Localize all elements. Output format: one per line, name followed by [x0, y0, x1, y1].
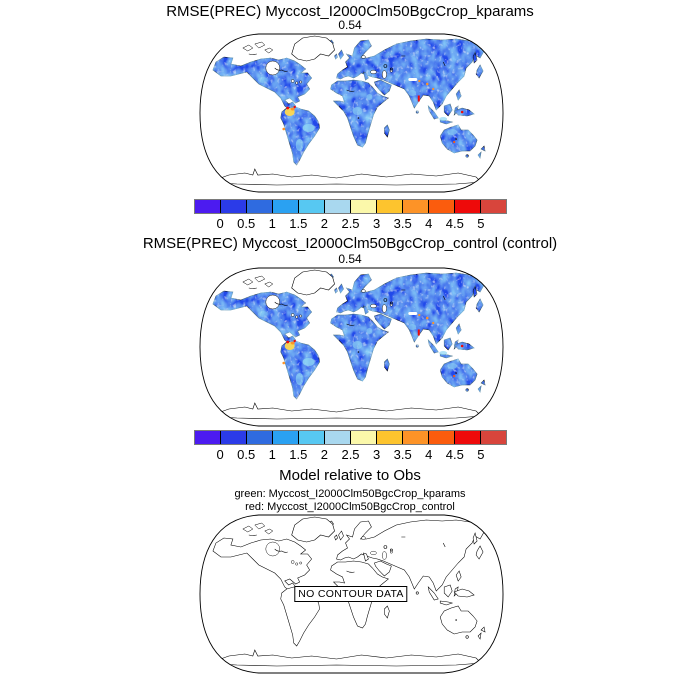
- colorbar-tick-label: 3.5: [393, 216, 412, 231]
- hotspot-red-india-coast: [418, 330, 420, 336]
- colorbar-tick-label: 4: [425, 216, 433, 231]
- colorbar-segment: [195, 200, 220, 213]
- colorbar-segment: [298, 431, 324, 444]
- borneo: [444, 104, 452, 116]
- colorbar-segment: [350, 431, 376, 444]
- britain: [339, 284, 344, 293]
- hotspot-orange-australia: [453, 141, 455, 143]
- caspian-sea: [382, 305, 386, 313]
- caspian-sea: [382, 71, 386, 79]
- colorbar-segment: [376, 200, 402, 213]
- sri-lanka: [416, 345, 418, 347]
- baltic-sea: [361, 290, 365, 293]
- colorbar-tick-label: 2: [320, 447, 329, 462]
- light-patch: [439, 351, 447, 355]
- arctic-island: [255, 276, 265, 282]
- greenland: [292, 517, 335, 542]
- colorbar-segment: [220, 200, 246, 213]
- great-lake: [291, 561, 294, 564]
- antarctica: [215, 403, 481, 419]
- sri-lanka: [416, 111, 418, 113]
- colorbar-segment: [324, 431, 350, 444]
- arctic-island: [255, 42, 265, 48]
- light-patch: [303, 358, 315, 366]
- arctic-island: [243, 279, 253, 285]
- baltic-sea: [361, 537, 365, 540]
- colorbar-tick-label: 4.5: [445, 447, 464, 462]
- arctic-scribble: [249, 54, 257, 55]
- colorbar-tick-label: 0.5: [237, 216, 256, 231]
- light-patch: [408, 90, 416, 96]
- antarctica: [215, 650, 481, 666]
- arctic-scribble: [249, 288, 257, 289]
- new-zealand-south: [478, 152, 481, 158]
- continent-australia: [440, 359, 477, 387]
- hotspot-orange-tibet: [418, 80, 420, 82]
- light-patch: [258, 311, 268, 317]
- colorbar-segment: [454, 200, 480, 213]
- britain: [339, 531, 344, 540]
- hotspot-orange-himalaya: [426, 83, 429, 86]
- tasmania: [466, 155, 469, 158]
- new-zealand-north: [481, 627, 485, 632]
- colorbar-segment: [480, 431, 506, 444]
- colorbar-tick-label: 1.5: [289, 447, 308, 462]
- world-map-svg: [197, 266, 506, 428]
- colorbar-tick-label: 0: [216, 216, 224, 231]
- colorbar-segment: [324, 200, 350, 213]
- great-lake: [295, 82, 297, 84]
- hotspot-red-new-guinea: [461, 345, 464, 348]
- great-lake: [295, 563, 297, 565]
- colorbar-tick-label: 0.5: [237, 447, 256, 462]
- arctic-island: [255, 523, 265, 529]
- arctic-island: [265, 48, 273, 53]
- colorbar-segment: [428, 200, 454, 213]
- colorbar-tick-label: 5: [477, 216, 485, 231]
- colorbar-segment: [272, 200, 298, 213]
- sri-lanka: [416, 592, 418, 594]
- light-patch: [258, 77, 268, 83]
- arctic-island: [243, 45, 253, 51]
- hotspot-red-venezuela: [293, 106, 295, 108]
- light-patch: [296, 373, 304, 385]
- colorbar-panel2: [194, 430, 507, 462]
- hotspot-red-venezuela: [293, 340, 295, 342]
- colorbar-segment: [428, 431, 454, 444]
- colorbar-tick-label: 3: [372, 447, 381, 462]
- hotspot-orange-peru: [282, 128, 285, 131]
- arctic-scribble: [249, 535, 257, 536]
- tasmania: [466, 636, 469, 639]
- colorbar-tick-label: 4.5: [445, 216, 464, 231]
- black-sea: [370, 70, 376, 74]
- tasmania: [466, 389, 469, 392]
- great-lake: [291, 314, 294, 317]
- colorbar-tick-label: 3.5: [393, 447, 412, 462]
- light-patch: [447, 129, 457, 135]
- colorbar-segment: [480, 200, 506, 213]
- world-map-rmse-control: [197, 266, 506, 428]
- philippines: [456, 571, 461, 581]
- colorbar-tick-label: 2.5: [341, 216, 360, 231]
- philippines: [456, 324, 461, 334]
- great-lake: [295, 316, 297, 318]
- continents: [213, 273, 490, 399]
- hotspot-red-colombia: [286, 107, 289, 110]
- hudson-bay: [266, 542, 280, 556]
- panel3-legend-red: red: Myccost_I2000Clm50BgcCrop_control: [245, 501, 455, 513]
- panel2-title: RMSE(PREC) Myccost_I2000Clm50BgcCrop_control (control): [142, 235, 558, 252]
- borneo: [444, 338, 452, 350]
- light-patch: [352, 341, 362, 349]
- colorbar-swatches: [194, 199, 507, 214]
- hotspot-orange-himalaya: [426, 317, 429, 320]
- black-sea: [370, 304, 376, 308]
- hotspot-red-india-coast: [418, 96, 420, 102]
- light-patch: [303, 124, 315, 132]
- colorbar-segment: [376, 431, 402, 444]
- great-lake: [300, 315, 302, 317]
- colorbar-swatches: [194, 430, 507, 445]
- continent-australia: [440, 125, 477, 153]
- colorbar-segment: [350, 200, 376, 213]
- hotspot-orange-burma: [432, 322, 434, 324]
- colorbar-segment: [195, 431, 220, 444]
- arctic-island: [265, 282, 273, 287]
- great-lake: [291, 80, 294, 83]
- colorbar-segment: [298, 200, 324, 213]
- light-patch: [408, 324, 416, 330]
- ireland: [335, 54, 338, 59]
- arctic-island: [243, 526, 253, 532]
- light-patch: [366, 94, 372, 100]
- colorbar-tick-label: 1.5: [289, 216, 308, 231]
- tibet-nodata-patch: [408, 78, 417, 81]
- madagascar: [384, 606, 389, 618]
- colorbar-segment: [454, 431, 480, 444]
- colorbar-segment: [272, 431, 298, 444]
- greenland: [292, 36, 335, 61]
- japan: [476, 546, 483, 559]
- colorbar-tick-label: 1: [268, 216, 276, 231]
- tibet-nodata-patch: [408, 312, 417, 315]
- tibet-nodata-patch: [408, 559, 417, 562]
- panel1-stat: 0.54: [338, 18, 362, 32]
- greenland: [292, 270, 335, 295]
- colorbar-tick-label: 3: [372, 216, 381, 231]
- philippines: [456, 90, 461, 100]
- new-zealand-south: [478, 386, 481, 392]
- colorbar-panel1: [194, 199, 507, 231]
- hotspot-red-new-guinea: [461, 111, 464, 114]
- colorbar-tick-labels: [194, 216, 507, 231]
- new-zealand-north: [481, 146, 485, 151]
- continents: [213, 520, 490, 646]
- arctic-island: [265, 529, 273, 534]
- ireland: [335, 288, 338, 293]
- hotspot-orange-australia: [453, 375, 455, 377]
- light-patch: [366, 328, 372, 334]
- madagascar: [384, 359, 389, 371]
- great-lake: [300, 562, 302, 564]
- colorbar-tick-labels: [194, 447, 507, 462]
- great-lake: [300, 81, 302, 83]
- colorbar-tick-label: 1: [268, 447, 276, 462]
- hudson-bay: [266, 295, 280, 309]
- colorbar-tick-label: 5: [477, 447, 485, 462]
- light-patch: [439, 117, 447, 121]
- japan: [476, 65, 483, 78]
- hudson-bay: [266, 61, 280, 75]
- light-patch: [296, 139, 304, 151]
- java: [440, 601, 452, 605]
- light-patch: [447, 363, 457, 369]
- world-map-svg: [197, 32, 506, 194]
- new-zealand-south: [478, 633, 481, 639]
- continents: [213, 39, 490, 165]
- colorbar-tick-label: 2: [320, 216, 329, 231]
- antarctica: [215, 169, 481, 185]
- borneo: [444, 585, 452, 597]
- hotspot-orange-burma: [432, 88, 434, 90]
- colorbar-segment: [246, 431, 272, 444]
- black-sea: [370, 551, 376, 555]
- hotspot-orange-tibet: [418, 314, 420, 316]
- colorbar-segment: [246, 200, 272, 213]
- map-content: [213, 36, 490, 185]
- madagascar: [384, 125, 389, 137]
- hotspot-orange-peru: [282, 362, 285, 365]
- panel1-title: RMSE(PREC) Myccost_I2000Clm50BgcCrop_kparams: [166, 3, 534, 20]
- no-contour-data-label: NO CONTOUR DATA: [294, 586, 407, 602]
- panel2-stat: 0.54: [338, 252, 362, 266]
- hotspot-red-colombia: [286, 341, 289, 344]
- panel3-title: Model relative to Obs: [279, 467, 421, 484]
- light-patch: [352, 107, 362, 115]
- colorbar-segment: [402, 200, 428, 213]
- britain: [339, 50, 344, 59]
- japan: [476, 299, 483, 312]
- colorbar-tick-label: 4: [425, 447, 433, 462]
- world-map-rmse-kparams: [197, 32, 506, 194]
- panel3-legend-green: green: Myccost_I2000Clm50BgcCrop_kparams: [234, 488, 466, 500]
- colorbar-segment: [402, 431, 428, 444]
- colorbar-segment: [220, 431, 246, 444]
- colorbar-tick-label: 0: [216, 447, 224, 462]
- baltic-sea: [361, 56, 365, 59]
- caspian-sea: [382, 552, 386, 560]
- new-zealand-north: [481, 380, 485, 385]
- map-content: [213, 270, 490, 419]
- colorbar-tick-label: 2.5: [341, 447, 360, 462]
- continent-australia: [440, 606, 477, 634]
- ireland: [335, 535, 338, 540]
